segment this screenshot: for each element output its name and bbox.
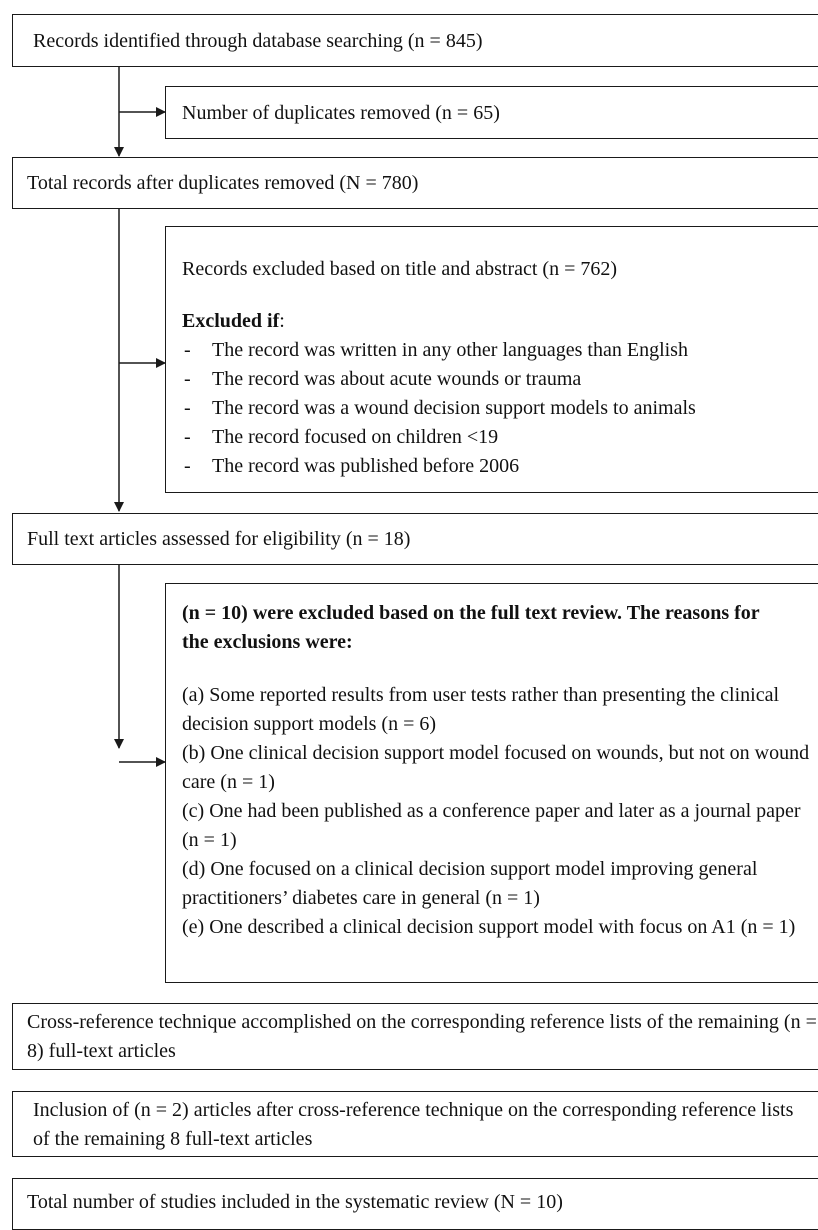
excluded-criterion: - The record focused on children <19: [184, 426, 499, 448]
duplicates-text: Number of duplicates removed (n = 65): [182, 102, 500, 124]
excluded-title-box: [165, 226, 818, 493]
fulltext-box: [12, 513, 818, 565]
fulltext-reason: (e) One described a clinical decision support model with focus on A1 (n = 1): [182, 916, 796, 938]
fulltext-reason: (c) One had been published as a conference paper and later as a journal paper (n = 1): [182, 800, 801, 851]
excluded-criteria-list: [182, 336, 696, 481]
fulltext-reason: (d) One focused on a clinical decision support model improving general practitioners’ diabetes care in general (n = 1): [182, 858, 758, 909]
inclusion-text: Inclusion of (n = 2) articles after cross-reference technique on the corresponding reference lists of the remaining 8 full-text articles: [33, 1099, 794, 1150]
identified-box: [12, 14, 818, 67]
excluded-title-text: Records excluded based on title and abstract (n = 762): [182, 258, 618, 280]
fulltext-reason: (b) One clinical decision support model focused on wounds, but not on wound care (n = 1): [182, 742, 810, 793]
excluded-criterion: - The record was published before 2006: [184, 455, 520, 477]
excluded-criterion: - The record was a wound decision support models to animals: [184, 397, 696, 419]
excluded-if-heading: [182, 307, 285, 336]
after-duplicates-box: [12, 157, 818, 209]
after-duplicates-text: Total records after duplicates removed (N = 780): [27, 172, 419, 194]
fulltext-text: Full text articles assessed for eligibility (n = 18): [27, 528, 411, 550]
fulltext-reason: (a) Some reported results from user tests rather than presenting the clinical decision support models (n = 6): [182, 684, 780, 735]
crossref-box: [12, 1003, 818, 1070]
fulltext-excluded-heading: (n = 10) were excluded based on the full text review. The reasons for the exclusions were:: [182, 602, 760, 653]
total-text: Total number of studies included in the systematic review (N = 10): [27, 1191, 563, 1213]
excluded-criterion: - The record was about acute wounds or trauma: [184, 368, 582, 390]
fulltext-reasons: [182, 681, 818, 942]
identified-text: Records identified through database searching (n = 845): [33, 30, 483, 52]
fulltext-excluded-box: [165, 583, 818, 983]
inclusion-box: [12, 1091, 818, 1157]
total-box: [12, 1178, 818, 1230]
excluded-criterion: - The record was written in any other languages than English: [184, 339, 688, 361]
excluded-if-label: Excluded if: [182, 310, 280, 332]
crossref-text: Cross-reference technique accomplished on the corresponding reference lists of the remaining (n = 8) full-text articles: [27, 1011, 817, 1062]
excluded-if-colon: :: [279, 310, 285, 332]
duplicates-box: [165, 86, 818, 139]
